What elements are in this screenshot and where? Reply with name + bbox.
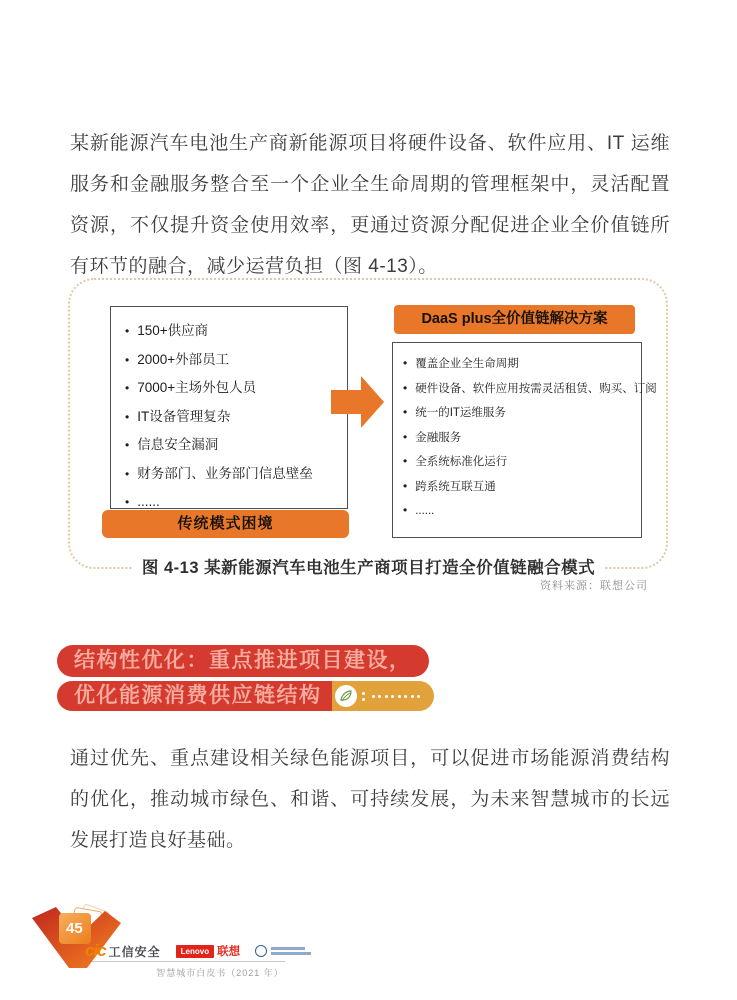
booklet-title: 智慧城市白皮书（2021 年） [156, 968, 284, 978]
figure-source: 资料来源：联想公司 [540, 580, 648, 592]
dot-column [362, 692, 365, 701]
list-item: • 覆盖企业全生命周期 [403, 352, 641, 377]
leaf-icon [335, 685, 357, 707]
traditional-mode-box [110, 306, 348, 509]
section-heading-line1: 结构性优化：重点推进项目建设， [57, 645, 429, 677]
list-item: • ...... [125, 488, 347, 517]
list-item: • ...... [403, 499, 641, 524]
lenovo-logo [176, 943, 240, 959]
section-heading-line2-text: 优化能源消费供应链结构 [57, 681, 332, 711]
list-item: • 150+供应商 [125, 317, 347, 346]
page-number-badge: 45 [59, 913, 91, 944]
list-item: • 跨系统互联互通 [403, 475, 641, 500]
right-block-arrow-icon [331, 375, 385, 434]
list-item: • 硬件设备、软件应用按需灵活租赁、购买、订阅 [403, 377, 641, 402]
figure-caption-text: 图 4-13 某新能源汽车电池生产商项目打造全价值链融合模式 [132, 559, 605, 577]
list-item: • 2000+外部员工 [125, 346, 347, 375]
traditional-mode-banner: 传统模式困境 [102, 510, 349, 538]
daas-solution-header: DaaS plus全价值链解决方案 [394, 305, 635, 334]
list-item: • 金融服务 [403, 426, 641, 451]
figure-caption [0, 554, 737, 578]
partner-emblem-icon [255, 945, 267, 957]
cic-logo [85, 941, 161, 961]
list-item: • 统一的IT运维服务 [403, 401, 641, 426]
partner-emblem-text [271, 947, 311, 955]
list-item: • 财务部门、业务部门信息壁垒 [125, 460, 347, 489]
figure-4-13 [68, 278, 668, 569]
publisher-logos [85, 941, 311, 961]
list-item: • 信息安全漏洞 [125, 431, 347, 460]
partner-emblem [255, 945, 311, 957]
list-item: • 7000+主场外包人员 [125, 374, 347, 403]
list-item: • IT设备管理复杂 [125, 403, 347, 432]
section-heading-tail [332, 681, 434, 711]
lenovo-logo-label: 联想 [217, 946, 241, 958]
list-item: • 全系统标准化运行 [403, 450, 641, 475]
lenovo-logo-mark: Lenovo [176, 945, 214, 958]
daas-solution-box [392, 342, 657, 538]
dotted-line [372, 695, 421, 698]
cic-logo-mark: cic [85, 941, 106, 960]
paragraph-intro: 某新能源汽车电池生产商新能源项目将硬件设备、软件应用、IT 运维服务和金融服务整合至一个企业全生命周期的管理框架中，灵活配置资源，不仅提升资金使用效率，更通过资源分配促进企业全价值链所有环节的融合，减少运营负担（图 4-13）。 [70, 133, 670, 277]
cic-logo-label: 工信安全 [108, 945, 161, 959]
section-heading-line2 [57, 681, 434, 711]
paragraph-body: 通过优先、重点建设相关绿色能源项目，可以促进市场能源消费结构的优化，推动城市绿色、和谐、可持续发展，为未来智慧城市的长远发展打造良好基础。 [70, 748, 670, 851]
